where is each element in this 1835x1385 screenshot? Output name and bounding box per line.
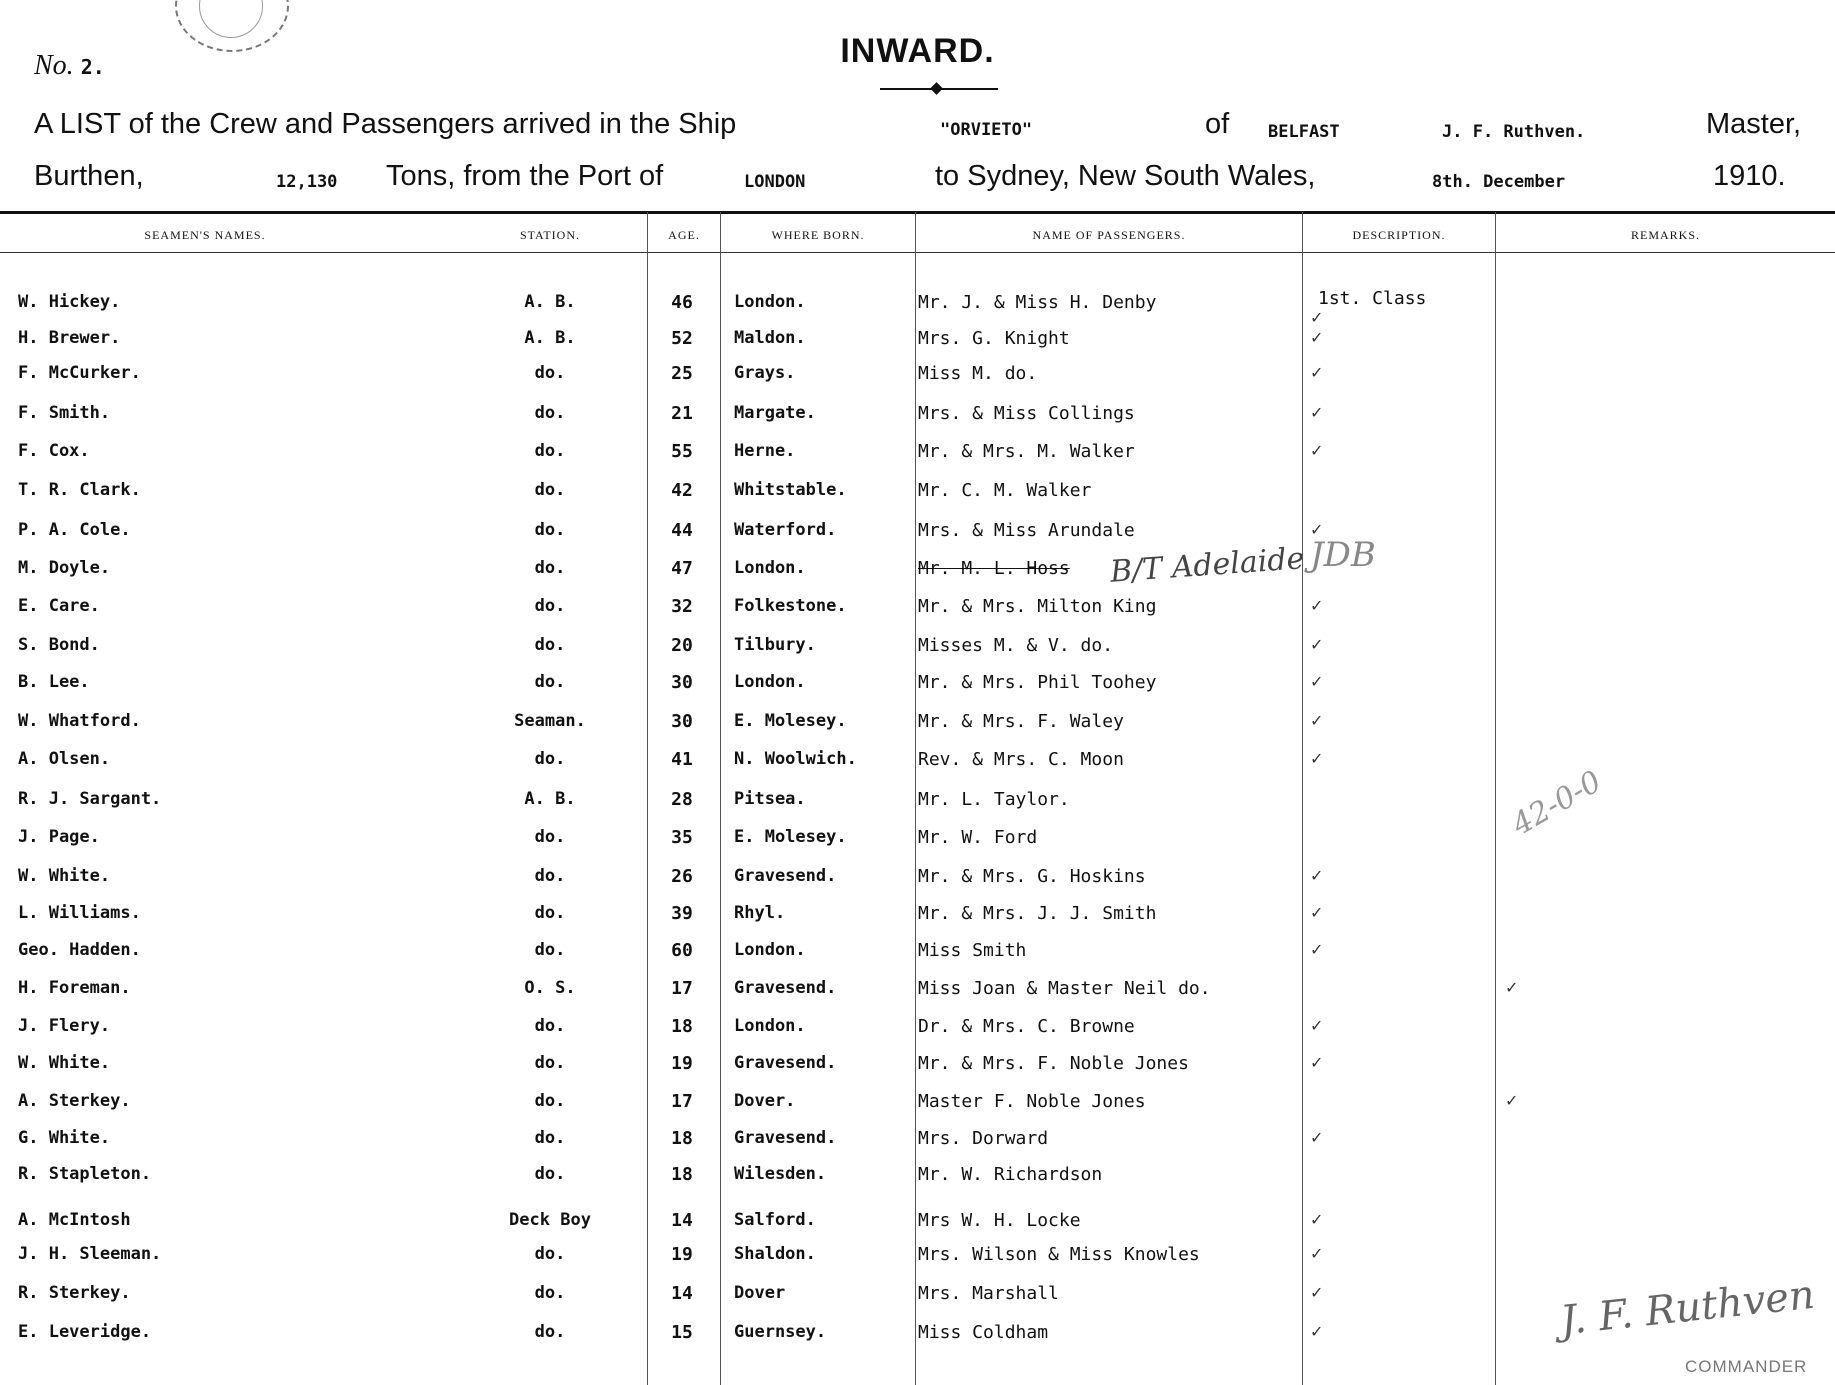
station: do. (534, 1016, 566, 1036)
check-mark: ✓ (1310, 1055, 1324, 1072)
table-row (0, 1164, 1835, 1202)
table-row (0, 978, 1835, 1016)
commander-signature: J. F. Ruthven (1558, 1271, 1817, 1345)
where-born: Shaldon. (734, 1244, 816, 1264)
passenger-name: Mr. & Mrs. G. Hoskins (918, 866, 1146, 887)
table-row (0, 866, 1835, 904)
where-born: N. Woolwich. (734, 749, 857, 769)
passenger-name: Mr. & Mrs. M. Walker (918, 441, 1135, 462)
where-born: Salford. (734, 1210, 816, 1230)
where-born: Wilesden. (734, 1164, 827, 1184)
seaman-name: J. Page. (18, 827, 100, 847)
where-born: E. Molesey. (734, 711, 847, 731)
age: 18 (671, 1164, 693, 1185)
table-row (0, 596, 1835, 634)
seaman-name: S. Bond. (18, 635, 100, 655)
seaman-name: J. H. Sleeman. (18, 1244, 162, 1264)
age: 18 (671, 1128, 693, 1149)
station: do. (534, 1128, 566, 1148)
age: 18 (671, 1016, 693, 1037)
table-row (0, 520, 1835, 558)
passenger-name: Mrs. Marshall (918, 1283, 1059, 1304)
passenger-name: Mrs W. H. Locke (918, 1210, 1081, 1231)
age: 28 (671, 789, 693, 810)
age: 30 (671, 672, 693, 693)
col-header-remarks: REMARKS. (1630, 228, 1700, 242)
table-row (0, 1128, 1835, 1166)
passenger-name: Mr. W. Ford (918, 827, 1038, 848)
seaman-name: A. Sterkey. (18, 1091, 131, 1111)
header-a-list: A LIST of the Crew and Passengers arrived in the Ship (34, 108, 737, 140)
check-mark: ✓ (1310, 522, 1324, 539)
arrival-year: 1910. (1713, 160, 1786, 192)
where-born: Gravesend. (734, 1053, 837, 1073)
table-row (0, 1244, 1835, 1282)
passenger-name: Miss Coldham (918, 1322, 1049, 1343)
age: 47 (671, 558, 693, 579)
age: 17 (671, 1091, 693, 1112)
passenger-name: Mr. M. L. Hoss (918, 558, 1070, 579)
commander-label: COMMANDER (1685, 1357, 1808, 1376)
table-row (0, 403, 1835, 441)
remarks-check-mark: ✓ (1505, 980, 1519, 997)
age: 14 (671, 1210, 693, 1231)
where-born: London. (734, 558, 806, 578)
age: 52 (671, 328, 693, 349)
passenger-name: Miss Joan & Master Neil do. (918, 978, 1211, 999)
table-row (0, 558, 1835, 596)
where-born: London. (734, 1016, 806, 1036)
seaman-name: A. McIntosh (18, 1210, 131, 1230)
age: 46 (671, 292, 693, 313)
seaman-name: W. Whatford. (18, 711, 141, 731)
check-mark: ✓ (1310, 1212, 1324, 1229)
station: do. (534, 940, 566, 960)
where-born: Rhyl. (734, 903, 786, 923)
col-header-seamen: SEAMEN'S NAMES. (144, 228, 266, 242)
where-born: Grays. (734, 363, 796, 383)
col-header-description: DESCRIPTION. (1352, 228, 1446, 242)
check-mark: ✓ (1310, 1018, 1324, 1035)
seaman-name: H. Brewer. (18, 328, 121, 348)
where-born: Margate. (734, 403, 816, 423)
col-header-passengers: NAME OF PASSENGERS. (1032, 228, 1186, 242)
passenger-name: Mr. L. Taylor. (918, 789, 1070, 810)
seaman-name: B. Lee. (18, 672, 90, 692)
table-row (0, 672, 1835, 710)
table-row (0, 328, 1835, 366)
age: 14 (671, 1283, 693, 1304)
col-header-station: STATION. (519, 228, 581, 242)
header-burthen: Burthen, (34, 160, 144, 192)
title-ornament (880, 88, 998, 90)
seaman-name: M. Doyle. (18, 558, 111, 578)
station: do. (534, 672, 566, 692)
check-mark: ✓ (1310, 942, 1324, 959)
station: A. B. (524, 292, 576, 312)
tons-value: 12,130 (276, 172, 338, 192)
seaman-name: J. Flery. (18, 1016, 111, 1036)
passenger-name: Dr. & Mrs. C. Browne (918, 1016, 1135, 1037)
station: do. (534, 403, 566, 423)
age: 39 (671, 903, 693, 924)
seaman-name: W. Hickey. (18, 292, 121, 312)
station: do. (534, 903, 566, 923)
station: Deck Boy (509, 1210, 591, 1230)
table-row (0, 1210, 1835, 1248)
passenger-name: Mr. & Mrs. J. J. Smith (918, 903, 1157, 924)
handwritten-initials: JDB (1310, 535, 1376, 575)
age: 55 (671, 441, 693, 462)
table-row (0, 441, 1835, 479)
station: do. (534, 749, 566, 769)
where-born: Herne. (734, 441, 796, 461)
where-born: London. (734, 672, 806, 692)
check-mark: ✓ (1310, 1246, 1324, 1263)
seaman-name: E. Care. (18, 596, 100, 616)
where-born: Folkestone. (734, 596, 847, 616)
seaman-name: A. Olsen. (18, 749, 111, 769)
passenger-name: Mrs. G. Knight (918, 328, 1070, 349)
check-mark: ✓ (1310, 1130, 1324, 1147)
table-row (0, 940, 1835, 978)
passenger-name: Mr. J. & Miss H. Denby (918, 292, 1157, 313)
handwritten-margin-note: 42-0-0 (1506, 764, 1608, 843)
station: do. (534, 480, 566, 500)
seaman-name: W. White. (18, 866, 111, 886)
table-row (0, 288, 1835, 330)
age: 20 (671, 635, 693, 656)
list-number-label: No. (34, 50, 74, 81)
station: A. B. (524, 328, 576, 348)
check-mark: ✓ (1310, 905, 1324, 922)
seaman-name: T. R. Clark. (18, 480, 141, 500)
station: do. (534, 635, 566, 655)
check-mark: ✓ (1310, 751, 1324, 768)
passenger-name: Mr. C. M. Walker (918, 480, 1092, 501)
col-header-age: AGE. (668, 228, 700, 242)
passenger-name: Mrs. & Miss Arundale (918, 520, 1135, 541)
check-mark: ✓ (1310, 868, 1324, 885)
page-title: INWARD. (840, 32, 995, 70)
age: 25 (671, 363, 693, 384)
from-port: LONDON (744, 172, 806, 192)
seaman-name: L. Williams. (18, 903, 141, 923)
header-destination: to Sydney, New South Wales, (935, 160, 1316, 192)
col-header-born: WHERE BORN. (771, 228, 865, 242)
table-row (0, 480, 1835, 518)
age: 21 (671, 403, 693, 424)
remarks-check-mark: ✓ (1505, 1093, 1519, 1110)
passenger-name: Miss Smith (918, 940, 1027, 961)
age: 42 (671, 480, 693, 501)
table-row (0, 1091, 1835, 1129)
where-born: Gravesend. (734, 1128, 837, 1148)
where-born: E. Molesey. (734, 827, 847, 847)
check-mark: ✓ (1310, 637, 1324, 654)
station: do. (534, 441, 566, 461)
check-mark: ✓ (1310, 713, 1324, 730)
header-of: of (1205, 108, 1230, 140)
where-born: Whitstable. (734, 480, 847, 500)
where-born: Pitsea. (734, 789, 806, 809)
station: do. (534, 827, 566, 847)
passenger-name: Misses M. & V. do. (918, 635, 1114, 656)
where-born: Guernsey. (734, 1322, 827, 1342)
where-born: Tilbury. (734, 635, 816, 655)
age: 41 (671, 749, 693, 770)
age: 60 (671, 940, 693, 961)
passenger-name: Mrs. & Miss Collings (918, 403, 1135, 424)
check-mark: ✓ (1310, 443, 1324, 460)
station: do. (534, 1283, 566, 1303)
passenger-name: Miss M. do. (918, 363, 1038, 384)
table-row (0, 363, 1835, 401)
seaman-name: P. A. Cole. (18, 520, 131, 540)
check-mark: ✓ (1310, 598, 1324, 615)
where-born: London. (734, 292, 806, 312)
seaman-name: G. White. (18, 1128, 111, 1148)
seaman-name: H. Foreman. (18, 978, 131, 998)
age: 35 (671, 827, 693, 848)
age: 19 (671, 1244, 693, 1265)
arrival-date: 8th. December (1432, 172, 1566, 192)
table-top-rule (0, 211, 1835, 214)
station: do. (534, 1164, 566, 1184)
station: do. (534, 363, 566, 383)
header-master: Master, (1706, 108, 1802, 140)
seaman-name: F. Cox. (18, 441, 90, 461)
check-mark: ✓ (1310, 310, 1324, 327)
seaman-name: R. Stapleton. (18, 1164, 152, 1184)
seaman-name: R. Sterkey. (18, 1283, 131, 1303)
station: do. (534, 558, 566, 578)
seaman-name: Geo. Hadden. (18, 940, 141, 960)
ship-port: BELFAST (1268, 122, 1340, 142)
table-row (0, 1016, 1835, 1054)
check-mark: ✓ (1310, 405, 1324, 422)
seaman-name: F. Smith. (18, 403, 111, 423)
table-row (0, 711, 1835, 749)
age: 30 (671, 711, 693, 732)
handwritten-note-adelaide: B/T Adelaide (1109, 541, 1306, 590)
where-born: Maldon. (734, 328, 806, 348)
passenger-name: Mr. & Mrs. F. Noble Jones (918, 1053, 1189, 1074)
station: do. (534, 596, 566, 616)
where-born: Dover. (734, 1091, 796, 1111)
passenger-description: 1st. Class (1318, 288, 1427, 309)
master-name: J. F. Ruthven. (1442, 122, 1586, 142)
station: do. (534, 866, 566, 886)
ship-name: "ORVIETO" (940, 120, 1033, 140)
table-row (0, 1322, 1835, 1360)
table-row (0, 635, 1835, 673)
age: 19 (671, 1053, 693, 1074)
list-number-value: 2. (80, 55, 105, 79)
header-tons-from: Tons, from the Port of (386, 160, 664, 192)
station: do. (534, 1244, 566, 1264)
table-row (0, 827, 1835, 865)
where-born: Waterford. (734, 520, 837, 540)
where-born: Dover (734, 1283, 786, 1303)
age: 32 (671, 596, 693, 617)
station: Seaman. (514, 711, 586, 731)
table-row (0, 1053, 1835, 1091)
seaman-name: W. White. (18, 1053, 111, 1073)
passenger-name: Mr. & Mrs. Phil Toohey (918, 672, 1157, 693)
table-row (0, 903, 1835, 941)
table-header-rule (0, 252, 1835, 253)
station: do. (534, 520, 566, 540)
station: do. (534, 1053, 566, 1073)
age: 26 (671, 866, 693, 887)
passenger-name: Mr. & Mrs. F. Waley (918, 711, 1124, 732)
passenger-name: Mr. W. Richardson (918, 1164, 1103, 1185)
seaman-name: F. McCurker. (18, 363, 141, 383)
check-mark: ✓ (1310, 674, 1324, 691)
passenger-name: Master F. Noble Jones (918, 1091, 1146, 1112)
station: do. (534, 1091, 566, 1111)
where-born: Gravesend. (734, 978, 837, 998)
seaman-name: R. J. Sargant. (18, 789, 162, 809)
passenger-name: Rev. & Mrs. C. Moon (918, 749, 1124, 770)
station: O. S. (524, 978, 576, 998)
check-mark: ✓ (1310, 365, 1324, 382)
age: 44 (671, 520, 693, 541)
check-mark: ✓ (1310, 1324, 1324, 1341)
passenger-name: Mrs. Wilson & Miss Knowles (918, 1244, 1200, 1265)
check-mark: ✓ (1310, 1285, 1324, 1302)
station: A. B. (524, 789, 576, 809)
where-born: Gravesend. (734, 866, 837, 886)
passenger-name: Mr. & Mrs. Milton King (918, 596, 1157, 617)
where-born: London. (734, 940, 806, 960)
station: do. (534, 1322, 566, 1342)
check-mark: ✓ (1310, 330, 1324, 347)
age: 17 (671, 978, 693, 999)
seaman-name: E. Leveridge. (18, 1322, 152, 1342)
age: 15 (671, 1322, 693, 1343)
passenger-name: Mrs. Dorward (918, 1128, 1049, 1149)
